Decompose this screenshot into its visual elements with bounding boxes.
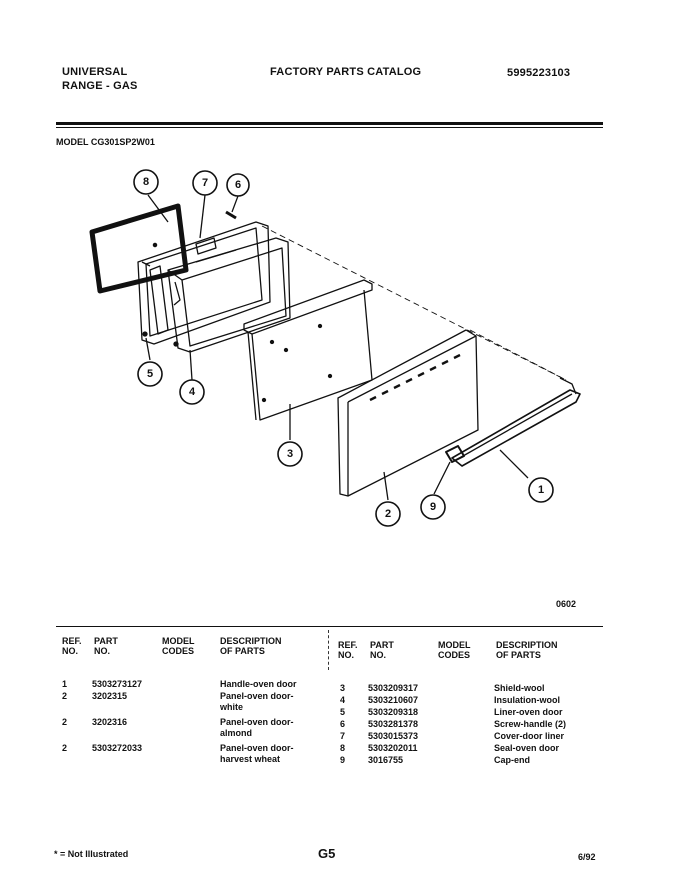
table-top-rule [56, 626, 603, 627]
callout-4 [180, 380, 204, 404]
svg-text:9: 9 [429, 501, 437, 513]
col-desc-header-right: DESCRIPTION OF PARTS [496, 640, 558, 660]
col-model-header-right: MODEL CODES [438, 640, 471, 660]
svg-text:3: 3 [286, 448, 294, 460]
catalog-title: FACTORY PARTS CATALOG [270, 66, 422, 78]
footnote-not-illustrated: * = Not Illustrated [54, 849, 129, 859]
svg-text:2: 2 [384, 508, 392, 520]
callout-8 [134, 170, 158, 194]
svg-text:1: 1 [537, 484, 545, 496]
model-label: MODEL CG301SP2W01 [56, 137, 155, 147]
table-column-divider [328, 630, 329, 670]
page-code: G5 [318, 846, 336, 861]
brand-line-2: RANGE - GAS [62, 80, 138, 92]
col-part-header-right: PART NO. [370, 640, 394, 660]
callout-6 [227, 174, 249, 196]
svg-text:8: 8 [142, 176, 150, 188]
svg-text:6: 6 [234, 179, 242, 191]
callout-1 [529, 478, 553, 502]
callout-2 [376, 502, 400, 526]
col-part-header-left: PART NO. [94, 636, 118, 656]
col-model-header-left: MODEL CODES [162, 636, 195, 656]
svg-text:4: 4 [188, 386, 196, 398]
col-ref-header-right: REF. NO. [338, 640, 358, 660]
publish-date: 6/92 [578, 852, 596, 862]
catalog-number: 5995223103 [507, 67, 571, 79]
col-desc-header-left: DESCRIPTION OF PARTS [220, 636, 282, 656]
brand-line-1: UNIVERSAL [62, 66, 128, 78]
callout-5 [138, 362, 162, 386]
callout-9 [421, 495, 445, 519]
callout-group [134, 170, 553, 526]
svg-text:5: 5 [146, 368, 154, 380]
diagram-code: 0602 [556, 599, 577, 609]
callout-3 [278, 442, 302, 466]
door-outer-panel-part [338, 330, 478, 496]
callout-7 [193, 171, 217, 195]
col-ref-header-left: REF. NO. [62, 636, 82, 656]
door-handle-part [452, 378, 580, 466]
svg-text:7: 7 [201, 177, 209, 189]
